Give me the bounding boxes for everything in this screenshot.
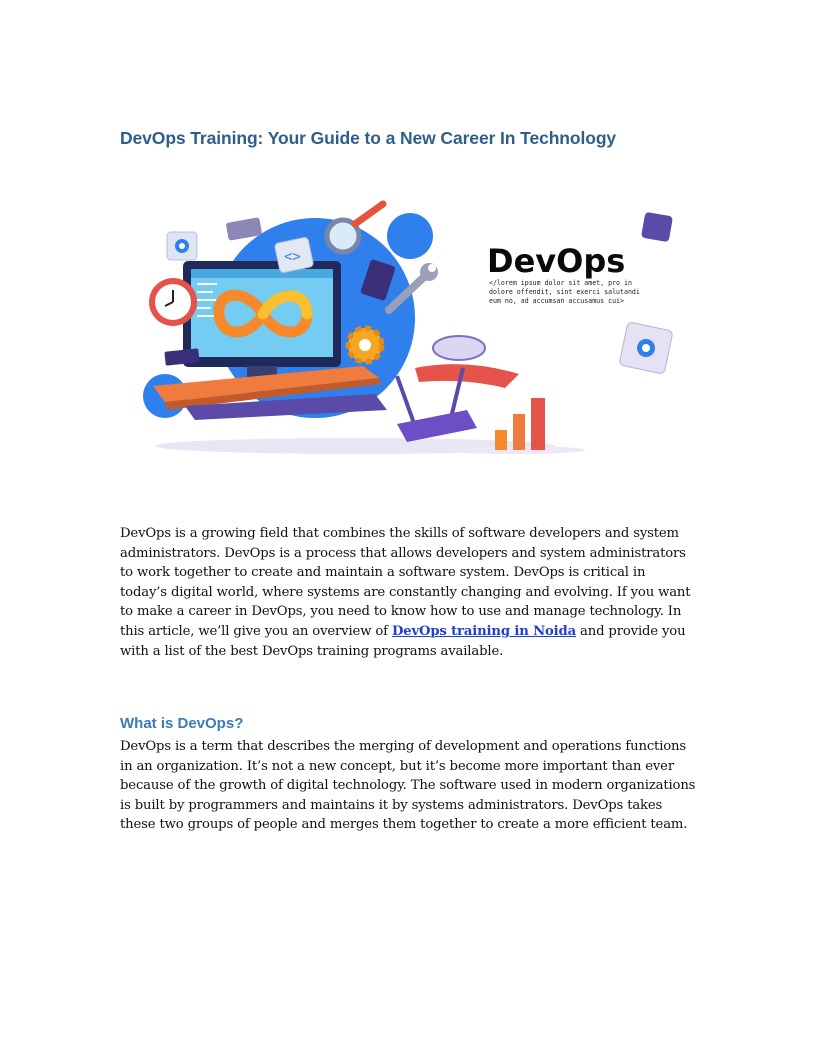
hero-code-line: dolore offendit, sint exerci salutandi: [489, 288, 640, 296]
page-title: DevOps Training: Your Guide to a New Career In Technology: [120, 128, 617, 148]
gear-icon: [348, 328, 382, 362]
gear-tile-icon: [167, 232, 197, 260]
devops-training-noida-link[interactable]: DevOps training in Noida: [391, 623, 576, 639]
section-heading: What is DevOps?: [120, 715, 244, 732]
clock-icon: [149, 278, 197, 326]
section-paragraph: DevOps is a term that describes the merging of development and operations functions in an organization. It’s not a new concept, but it’s become more important than ever because of the growth of digital technology. The software used in modern organizations is built by programmers and maintains it by systems administrators. DevOps takes these two groups of people and merges them together to create a more efficient team.: [120, 739, 696, 833]
hero-code-line: eum no, ad accumsan accusamus cui>: [489, 297, 624, 305]
code-brackets-icon: [274, 237, 313, 273]
bar-chart-icon: [495, 398, 545, 450]
intro-text-after-link: and provide you with a list of the best DevOps training programs available.: [120, 623, 686, 659]
svg-text:<>: <>: [284, 249, 301, 265]
hero-illustration: [135, 198, 700, 466]
settings-tile-icon: [619, 322, 673, 375]
intro-paragraph: [120, 524, 696, 661]
hero-code-line: </lorem ipsum dolor sit amet, pro in: [489, 279, 632, 287]
intro-text-before-link: DevOps is a growing field that combines the skills of software developers and system administrators. DevOps is a process that allows developers and system administrators to work together to create and maintain a software system. DevOps is critical in today’s digital world, where systems are constantly changing and evolving. If you want to make a career in DevOps, you need to know how to use and manage technology. In this article, we’ll give you an overview of: [120, 526, 691, 639]
mouse-icon: [415, 336, 519, 388]
hero-brand-word: DevOps: [487, 242, 626, 280]
